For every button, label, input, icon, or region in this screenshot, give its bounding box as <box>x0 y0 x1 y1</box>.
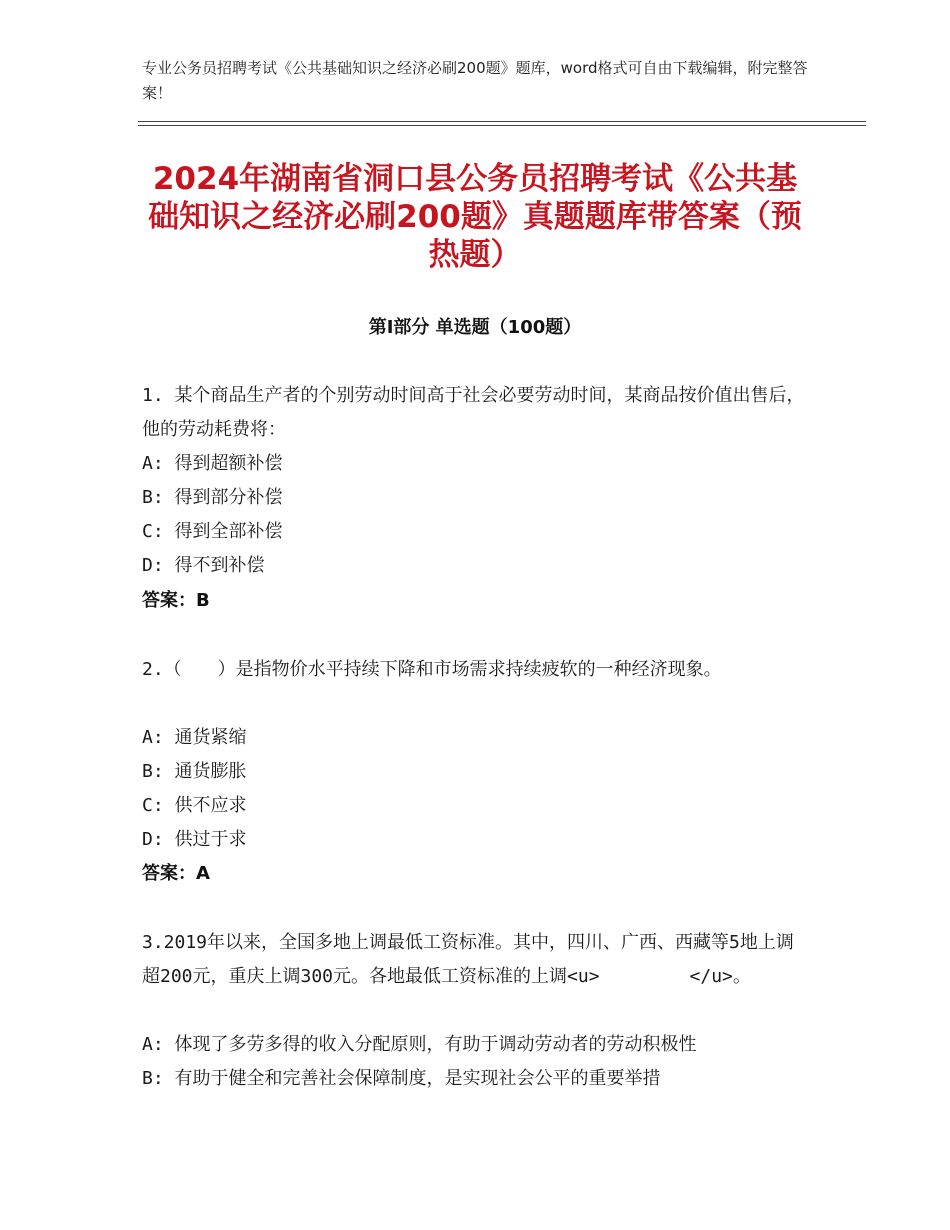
section-heading: 第Ⅰ部分 单选题（100题） <box>368 317 582 338</box>
question-1-option-d: D: 得不到补偿 <box>142 555 265 576</box>
header-note: 专业公务员招聘考试《公共基础知识之经济必刷200题》题库，word格式可自由下载编辑，附完整答案！ <box>142 59 808 102</box>
question-1-option-b: B: 得到部分补偿 <box>142 487 283 508</box>
question-2-option-c: C: 供不应求 <box>142 795 247 816</box>
question-3-option-a: A: 体现了多劳多得的收入分配原则，有助于调动劳动者的劳动积极性 <box>142 1034 697 1055</box>
question-2-option-b: B: 通货膨胀 <box>142 761 247 782</box>
question-2-option-d: D: 供过于求 <box>142 829 247 850</box>
document-title: 2024年湖南省洞口县公务员招聘考试《公共基础知识之经济必刷200题》真题题库带答案（预热题） <box>148 161 802 273</box>
question-3-option-b: B: 有助于健全和完善社会保障制度，是实现社会公平的重要举措 <box>142 1068 661 1089</box>
header-divider-thin <box>138 121 866 122</box>
question-1-text: 1. 某个商品生产者的个别劳动时间高于社会必要劳动时间，某商品按价值出售后，他的劳动耗费将： <box>142 385 805 440</box>
question-1-option-a: A: 得到超额补偿 <box>142 453 283 474</box>
question-2-text: 2.（ ）是指物价水平持续下降和市场需求持续疲软的一种经济现象。 <box>142 659 722 680</box>
question-1-option-c: C: 得到全部补偿 <box>142 521 283 542</box>
question-3-text: 3.2019年以来，全国多地上调最低工资标准。其中，四川、广西、西藏等5地上调超200元，重庆上调300元。各地最低工资标准的上调<u> </u>。 <box>142 932 794 987</box>
question-1-answer: 答案：B <box>142 590 210 611</box>
header-divider-thick <box>138 125 866 126</box>
question-2-answer: 答案：A <box>142 863 210 884</box>
question-2-option-a: A: 通货紧缩 <box>142 727 247 748</box>
